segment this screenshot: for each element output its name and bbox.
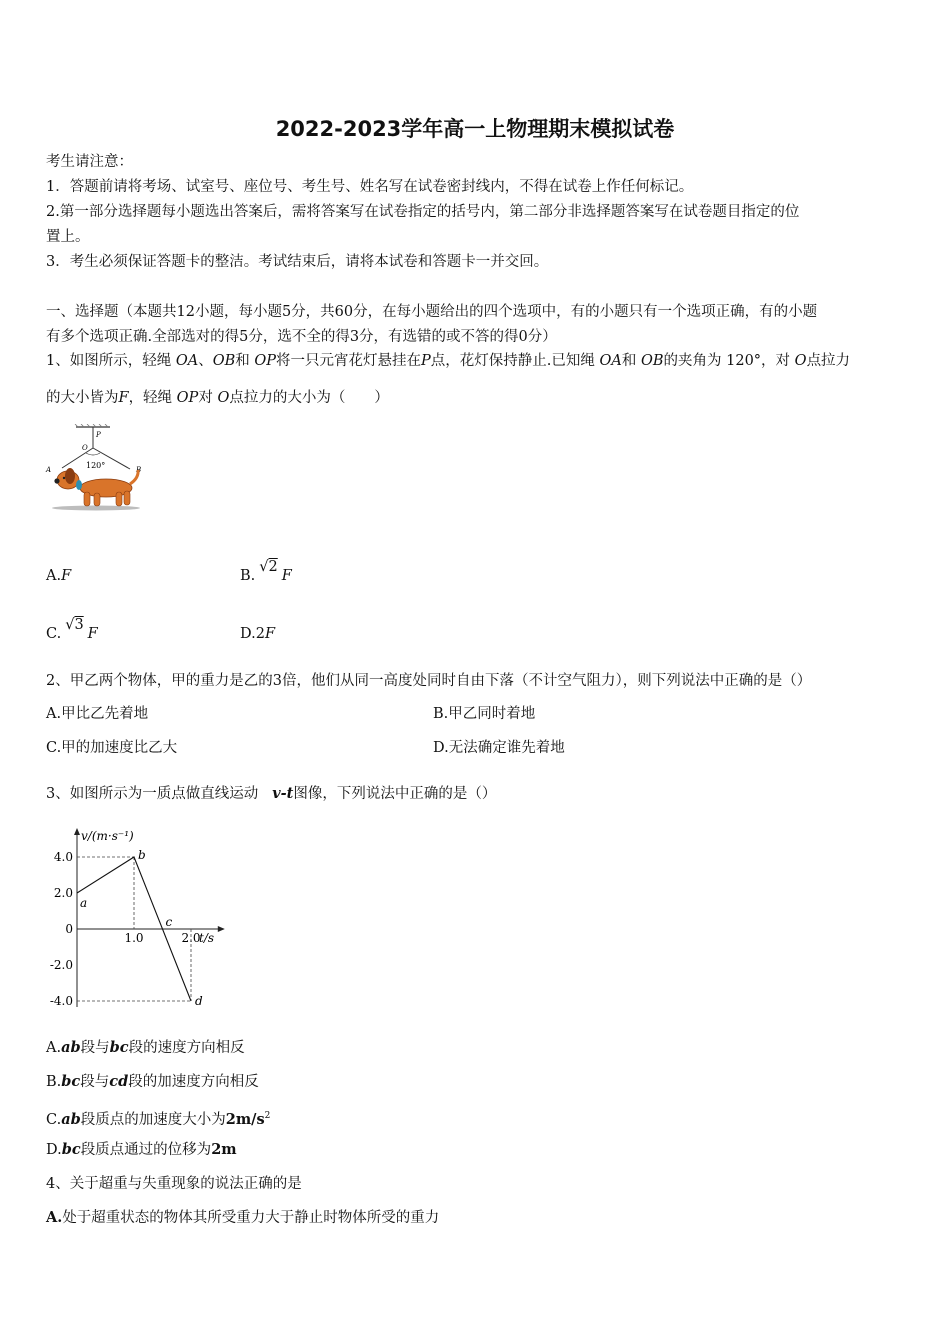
- dog-lantern-icon: [52, 468, 140, 511]
- y-tick-label: -4.0: [49, 994, 73, 1008]
- y-tick-label: 0: [65, 922, 73, 936]
- fig-label-b: B: [136, 466, 142, 474]
- notice-item-2-cont: 置上。: [46, 229, 90, 245]
- q1-stem-line1: 1、如图所示，轻绳 OA、OB和 OP将一只元宵花灯悬挂在P点，花灯保持静止.已知绳 OA和 OB的夹角为 120°，对 O点拉力: [46, 353, 851, 369]
- y-tick-label: -2.0: [49, 958, 73, 972]
- x-tick-label: 2.0: [181, 931, 201, 945]
- sqrt-icon: √3: [65, 617, 84, 633]
- q1-option-c[interactable]: C.√3F: [46, 617, 98, 642]
- notice-item-3: 3．考生必须保证答题卡的整洁。考试结束后，请将本试卷和答题卡一并交回。: [46, 254, 549, 270]
- section-intro-line2: 有多个选项正确.全部选对的得5分，选不全的得3分，有选错的或不答的得0分）: [46, 329, 557, 345]
- q1-lantern-figure: [44, 424, 146, 512]
- point-label: b: [138, 848, 146, 862]
- q2-option-d[interactable]: D.无法确定谁先着地: [433, 740, 565, 756]
- y-axis-arrow-icon: [74, 828, 80, 835]
- vt-graph: [40, 824, 240, 1014]
- point-label: d: [195, 994, 203, 1008]
- point-label: c: [165, 915, 173, 929]
- x-axis-label: t/s: [199, 931, 215, 945]
- q3-option-b[interactable]: B.bc段与cd段的加速度方向相反: [46, 1073, 259, 1090]
- q1-stem-line2: 的大小皆为F，轻绳 OP对 O点拉力的大小为（ ）: [46, 390, 389, 406]
- fig-label-a: A: [46, 466, 52, 474]
- q1-option-b[interactable]: B.√2F: [240, 559, 292, 584]
- notice-item-2: 2.第一部分选择题每小题选出答案后，需将答案写在试卷指定的括号内，第二部分非选择题答案写在试卷题目指定的位: [46, 204, 800, 220]
- q2-option-a[interactable]: A.甲比乙先着地: [46, 706, 149, 722]
- q3-stem: 3、如图所示为一质点做直线运动 v-t图像，下列说法中正确的是（）: [46, 785, 497, 802]
- page-title: 2022-2023学年高一上物理期末模拟试卷: [275, 117, 675, 141]
- y-tick-label: 4.0: [53, 850, 73, 864]
- q2-stem: 2、甲乙两个物体，甲的重力是乙的3倍，他们从同一高度处同时自由下落（不计空气阻力），则下列说法中正确的是（）: [46, 673, 812, 689]
- point-label: a: [80, 896, 88, 910]
- notice-item-1: 1．答题前请将考场、试室号、座位号、考生号、姓名写在试卷密封线内，不得在试卷上作任何标记。: [46, 179, 694, 195]
- section-intro-line1: 一、选择题（本题共12小题，每小题5分，共60分，在每小题给出的四个选项中，有的小题只有一个选项正确，有的小题: [46, 304, 818, 320]
- q3-option-c[interactable]: C.ab段质点的加速度大小为$2m/s^2$: [46, 1110, 271, 1128]
- q2-option-c[interactable]: C.甲的加速度比乙大: [46, 740, 178, 756]
- q4-stem: 4、关于超重与失重现象的说法正确的是: [46, 1176, 302, 1192]
- fig-label-o: O: [82, 444, 88, 452]
- q3-option-d[interactable]: D.bc段质点通过的位移为2m: [46, 1141, 237, 1158]
- y-tick-label: 2.0: [53, 886, 73, 900]
- y-axis-label: v/(m·s⁻¹): [81, 829, 134, 843]
- q2-option-b[interactable]: B.甲乙同时着地: [433, 706, 536, 722]
- q1-option-a[interactable]: A.F: [46, 568, 72, 584]
- q4-option-a[interactable]: A.处于超重状态的物体其所受重力大于静止时物体所受的重力: [46, 1209, 440, 1226]
- q3-option-a[interactable]: A.ab段与bc段的速度方向相反: [46, 1039, 245, 1056]
- notice-heading: 考生请注意：: [46, 154, 133, 170]
- x-tick-label: 1.0: [124, 931, 144, 945]
- fig-label-angle: 120°: [86, 461, 106, 470]
- q1-option-d[interactable]: D.2F: [240, 626, 276, 642]
- x-axis-arrow-icon: [218, 926, 225, 932]
- sqrt-icon: √2: [259, 559, 278, 575]
- fig-label-p: P: [96, 431, 101, 439]
